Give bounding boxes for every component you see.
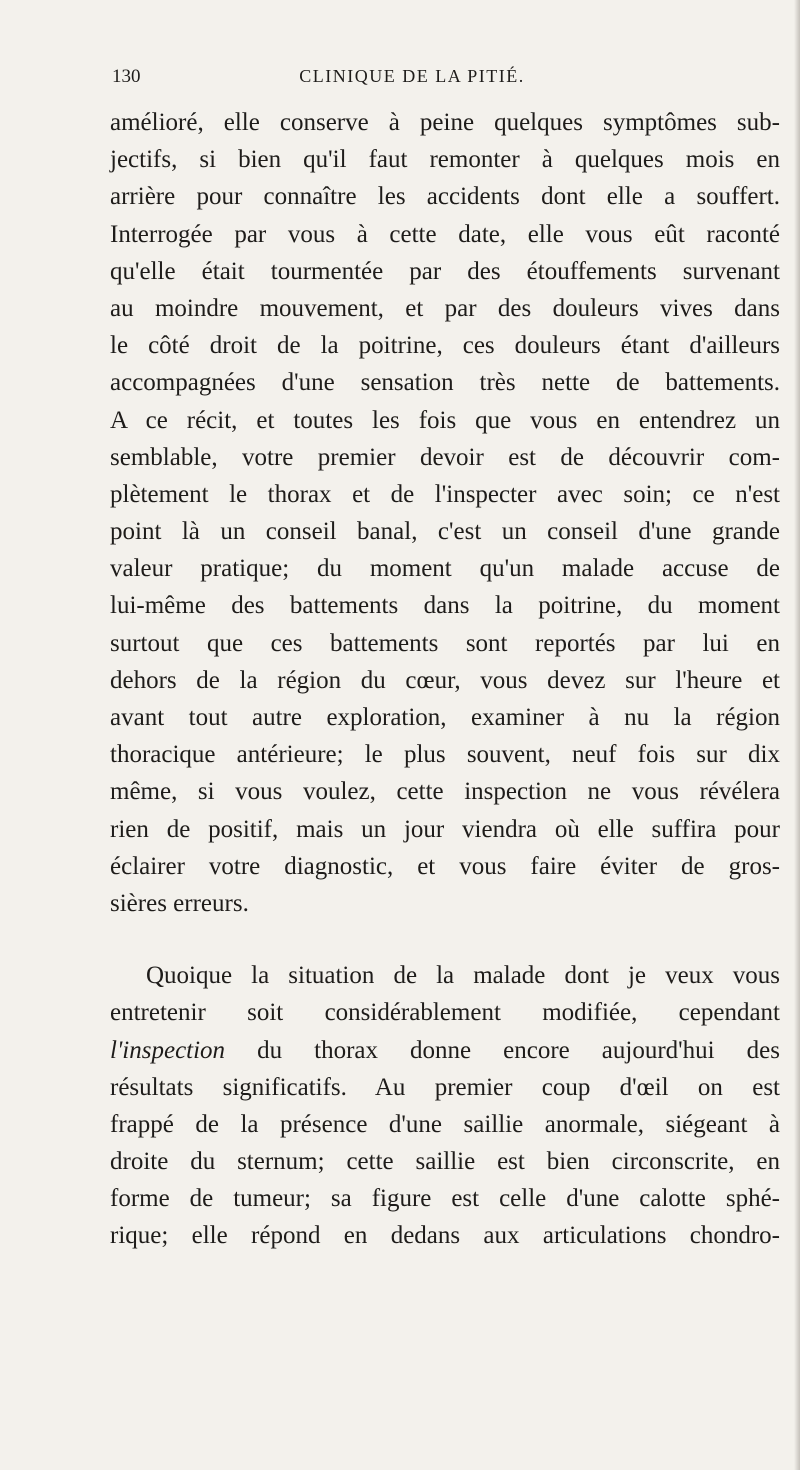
text-line: le côté droit de la poitrine, ces douleurs étant d'ailleurs <box>110 332 780 360</box>
paragraph-1 <box>110 104 780 922</box>
page-edge-shadow <box>794 0 800 1470</box>
text-line: A ce récit, et toutes les fois que vous en entendrez un <box>110 406 780 434</box>
text-line: accompagnées d'une sensation très nette de battements. <box>110 369 780 397</box>
text-line: rique; elle répond en dedans aux articulations chondro- <box>110 1222 780 1250</box>
text-line: résultats significatifs. Au premier coup d'œil on est <box>110 1073 780 1101</box>
text-line: frappé de la présence d'une saillie anormale, siégeant à <box>110 1110 780 1138</box>
text-line-rest: du thorax donne encore aujourd'hui des <box>225 1036 780 1064</box>
text-line: amélioré, elle conserve à peine quelques symptômes sub- <box>110 109 780 136</box>
text-line: jectifs, si bien qu'il faut remonter à quelques mois en <box>110 146 780 174</box>
text-line: point là un conseil banal, c'est un conseil d'une grande <box>110 518 780 546</box>
page-header <box>112 66 716 96</box>
text-line: thoracique antérieure; le plus souvent, neuf fois sur dix <box>110 741 780 769</box>
text-line: qu'elle était tourmentée par des étouffements survenant <box>110 257 780 285</box>
paragraph-2 <box>110 957 780 1255</box>
text-line-first: Quoique la situation de la malade dont je veux vous <box>146 962 780 990</box>
running-title: CLINIQUE DE LA PITIÉ. <box>299 66 525 86</box>
text-line: semblable, votre premier devoir est de découvrir com- <box>110 443 780 471</box>
text-line: même, si vous voulez, cette inspection ne vous révélera <box>110 778 780 806</box>
text-line: plètement le thorax et de l'inspecter avec soin; ce n'est <box>110 480 780 508</box>
text-line-last: sières erreurs. <box>110 889 249 917</box>
text-line: au moindre mouvement, et par des douleurs vives dans <box>110 294 780 322</box>
text-line: Interrogée par vous à cette date, elle vous eût raconté <box>110 220 780 248</box>
text-line: droite du sternum; cette saillie est bien circonscrite, en <box>110 1148 780 1176</box>
paragraph-gap <box>110 922 780 957</box>
text-line: valeur pratique; du moment qu'un malade accuse de <box>110 555 780 583</box>
text-line-with-italic <box>110 1032 780 1069</box>
text-line: forme de tumeur; sa figure est celle d'une calotte sphé- <box>110 1185 780 1213</box>
page-number: 130 <box>112 66 141 87</box>
text-line: avant tout autre exploration, examiner à nu la région <box>110 704 780 731</box>
text-line: surtout que ces battements sont reportés par lui en <box>110 629 780 657</box>
text-line: lui-même des battements dans la poitrine, du moment <box>110 592 780 620</box>
text-line: dehors de la région du cœur, vous devez sur l'heure et <box>110 666 780 694</box>
text-line: entretenir soit considérablement modifiée, cependant <box>110 999 780 1027</box>
italic-term: l'inspection <box>110 1036 226 1064</box>
text-line: rien de positif, mais un jour viendra où elle suffira pour <box>110 815 780 843</box>
text-line: arrière pour connaître les accidents dont elle a souffert. <box>110 183 780 211</box>
text-line: éclairer votre diagnostic, et vous faire éviter de gros- <box>110 852 780 880</box>
body-text <box>110 104 780 1255</box>
